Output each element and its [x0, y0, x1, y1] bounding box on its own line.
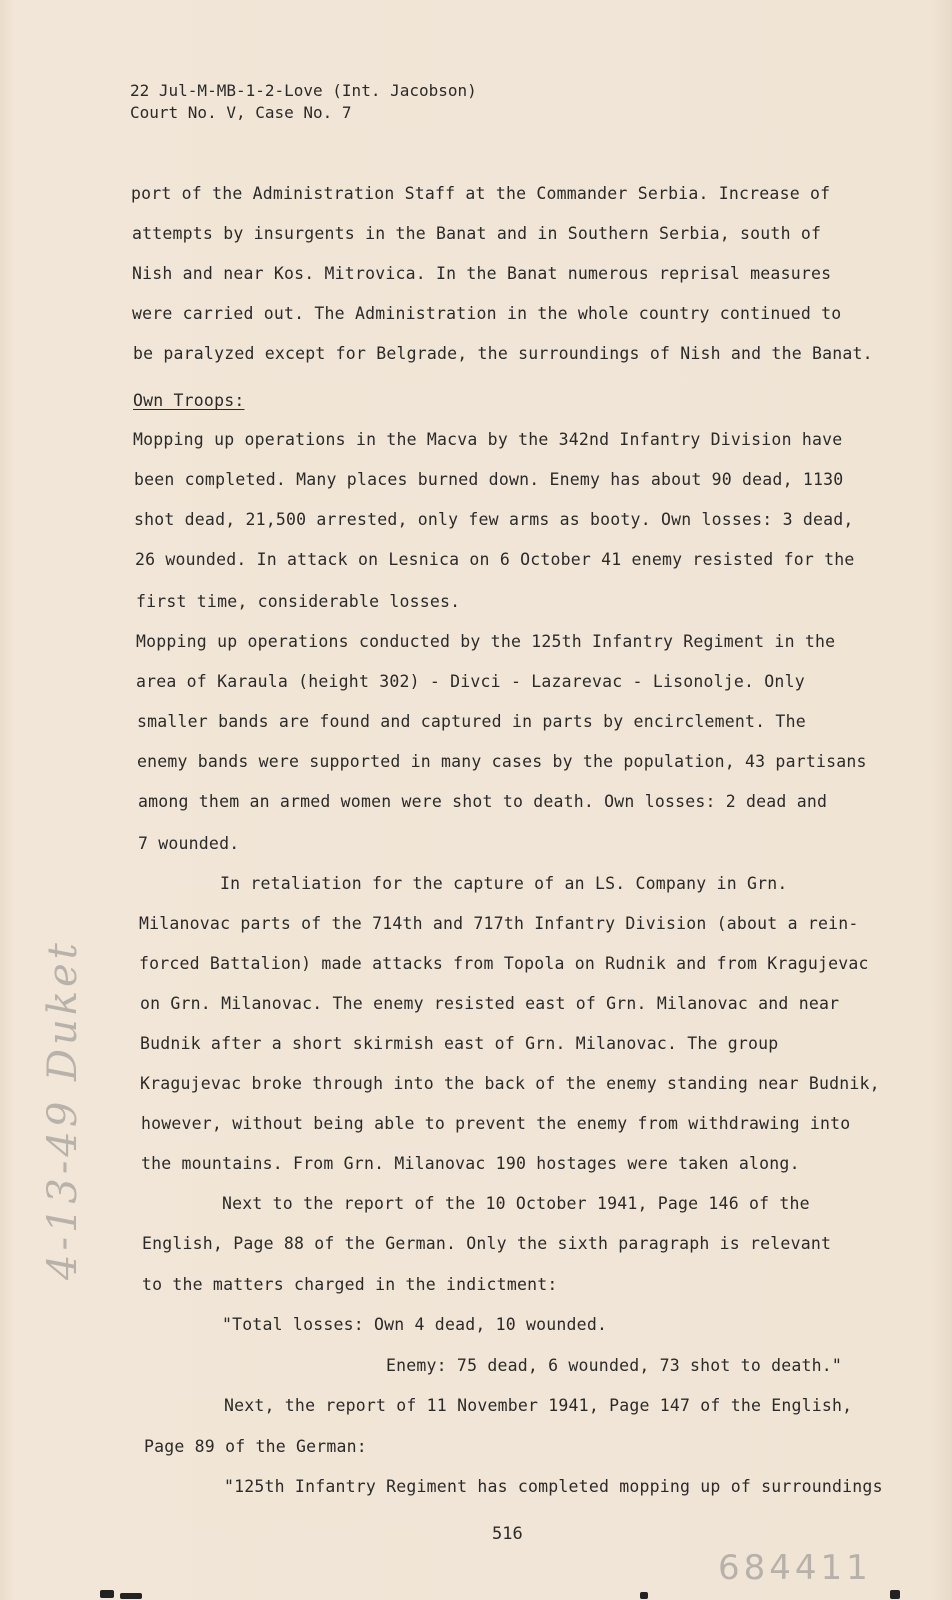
body-line: smaller bands are found and captured in parts by encirclement. The	[137, 712, 806, 731]
body-line: Next to the report of the 10 October 1941, Page 146 of the	[222, 1194, 810, 1213]
quote-line: Enemy: 75 dead, 6 wounded, 73 shot to death."	[386, 1356, 843, 1375]
quote-line: "Total losses: Own 4 dead, 10 wounded.	[222, 1315, 608, 1334]
header-line-1: 22 Jul-M-MB-1-2-Love (Int. Jacobson)	[130, 81, 477, 100]
body-line: Next, the report of 11 November 1941, Page 147 of the English,	[224, 1396, 853, 1415]
body-line: to the matters charged in the indictment:	[142, 1275, 558, 1294]
body-line: Mopping up operations in the Macva by the 342nd Infantry Division have	[133, 430, 843, 449]
body-line: on Grn. Milanovac. The enemy resisted east of Grn. Milanovac and near	[140, 994, 840, 1013]
body-line: attempts by insurgents in the Banat and in Southern Serbia, south of	[132, 224, 822, 243]
document-header	[130, 80, 477, 124]
body-line: been completed. Many places burned down. Enemy has about 90 dead, 1130	[134, 470, 844, 489]
handwritten-margin-note: 4-13-49 Duket	[40, 939, 86, 1280]
archive-stamp-number: 684411	[718, 1548, 872, 1588]
body-line: Kragujevac broke through into the back of the enemy standing near Budnik,	[140, 1074, 880, 1093]
body-line: Nish and near Kos. Mitrovica. In the Banat numerous reprisal measures	[132, 264, 832, 283]
ink-smudge	[640, 1592, 648, 1599]
body-line: first time, considerable losses.	[136, 592, 461, 611]
quote-line: "125th Infantry Regiment has completed mopping up of surroundings	[224, 1477, 883, 1496]
body-line: forced Battalion) made attacks from Topola on Rudnik and from Kragujevac	[139, 954, 869, 973]
body-line: area of Karaula (height 302) - Divci - Lazarevac - Lisonolje. Only	[136, 672, 805, 691]
body-line: Budnik after a short skirmish east of Grn. Milanovac. The group	[140, 1034, 779, 1053]
header-line-2: Court No. V, Case No. 7	[130, 103, 352, 122]
body-line: Milanovac parts of the 714th and 717th Infantry Division (about a rein-	[139, 914, 859, 933]
section-heading-own-troops: Own Troops:	[133, 391, 245, 410]
body-line: enemy bands were supported in many cases by the population, 43 partisans	[137, 752, 867, 771]
body-line: Mopping up operations conducted by the 125th Infantry Regiment in the	[136, 632, 836, 651]
body-line: 7 wounded.	[138, 834, 240, 853]
body-line: among them an armed women were shot to death. Own losses: 2 dead and	[138, 792, 828, 811]
ink-smudge	[120, 1593, 142, 1599]
body-line: were carried out. The Administration in the whole country continued to	[132, 304, 842, 323]
ink-smudge	[100, 1590, 114, 1598]
body-line: however, without being able to prevent the enemy from withdrawing into	[141, 1114, 851, 1133]
body-line: In retaliation for the capture of an LS. Company in Grn.	[220, 874, 788, 893]
body-line: English, Page 88 of the German. Only the sixth paragraph is relevant	[142, 1234, 832, 1253]
body-line: the mountains. From Grn. Milanovac 190 hostages were taken along.	[141, 1154, 800, 1173]
body-line: port of the Administration Staff at the Commander Serbia. Increase of	[131, 184, 831, 203]
page-number: 516	[492, 1524, 523, 1544]
body-line: shot dead, 21,500 arrested, only few arms as booty. Own losses: 3 dead,	[134, 510, 854, 529]
ink-smudge	[890, 1590, 900, 1599]
body-line: 26 wounded. In attack on Lesnica on 6 October 41 enemy resisted for the	[135, 550, 855, 569]
body-line: be paralyzed except for Belgrade, the surroundings of Nish and the Banat.	[133, 344, 873, 363]
body-line: Page 89 of the German:	[144, 1437, 367, 1456]
